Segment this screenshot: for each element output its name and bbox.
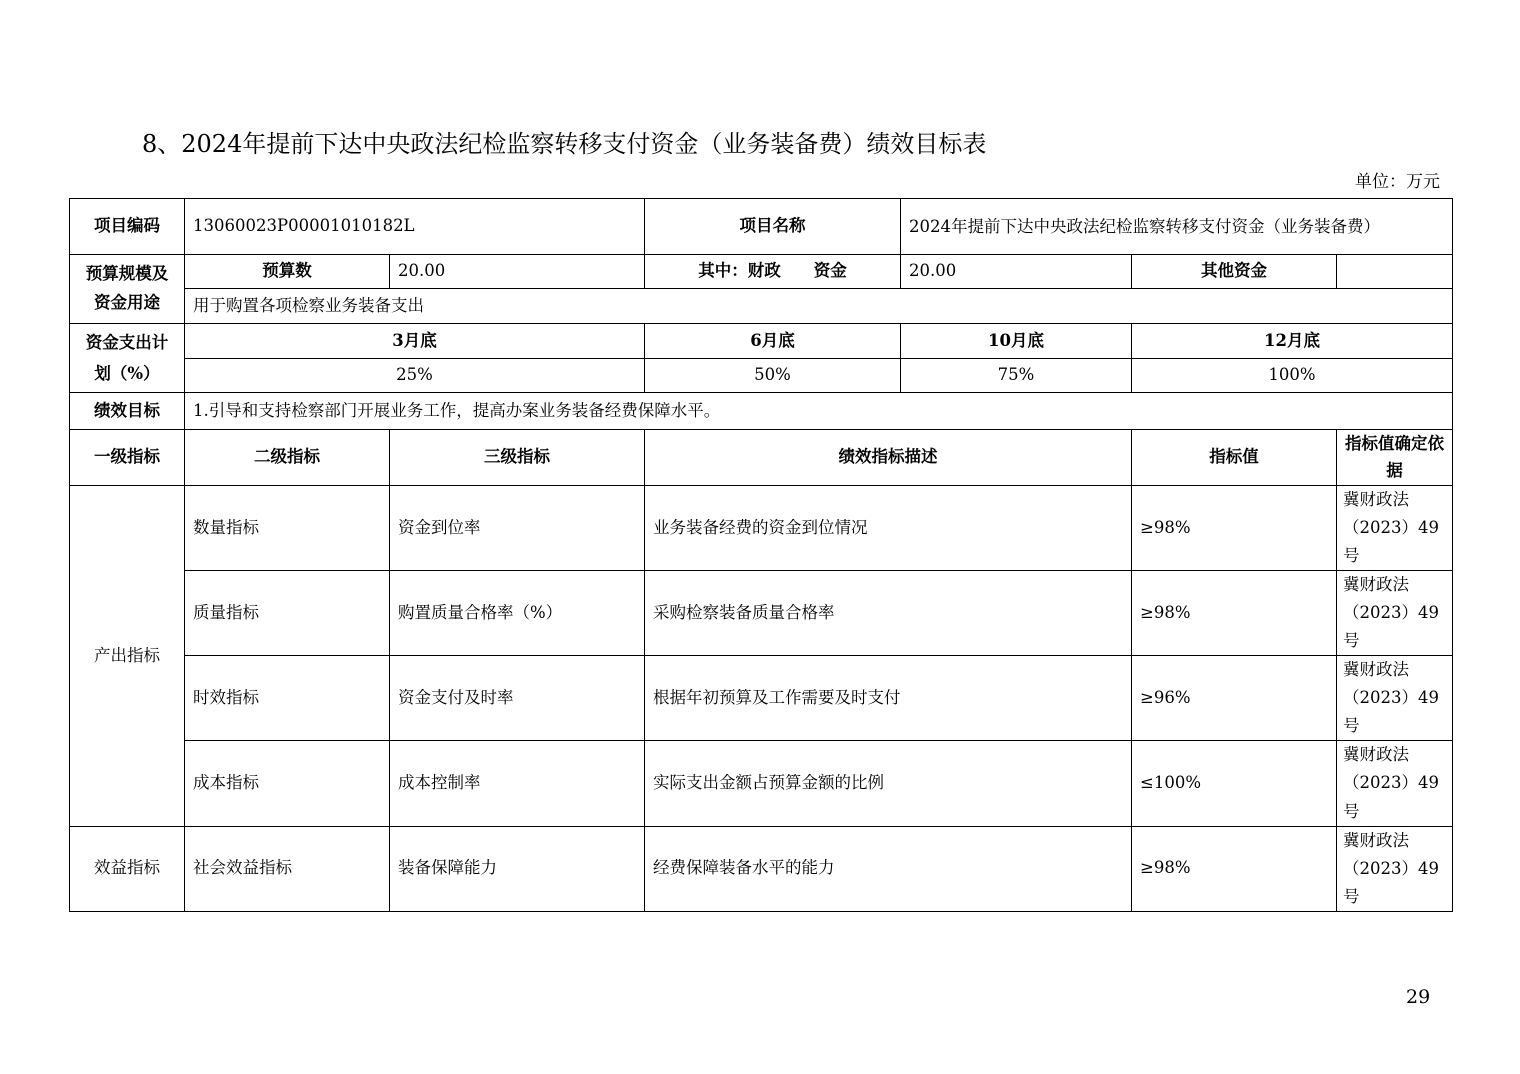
table-row (70, 571, 1453, 656)
table-row (70, 741, 1453, 826)
level2-cell: 数量指标 (185, 486, 390, 571)
level3-cell: 成本控制率 (390, 741, 645, 826)
level2-cell: 社会效益指标 (185, 826, 390, 911)
value-cell: ≤100% (1132, 741, 1337, 826)
other-fund-value (1337, 255, 1453, 289)
budget-scale-label: 预算规模及资金用途 (70, 255, 185, 324)
description-cell: 实际支出金额占预算金额的比例 (645, 741, 1132, 826)
basis-cell: 冀财政法（2023）49号 (1337, 656, 1453, 741)
page-title: 8、2024年提前下达中央政法纪检监察转移支付资金（业务装备费）绩效目标表 (142, 130, 987, 158)
project-name-label: 项目名称 (645, 199, 901, 255)
table-row (70, 486, 1453, 571)
header-description: 绩效指标描述 (645, 430, 1132, 486)
plan-value-june: 50% (645, 359, 901, 393)
level1-benefit: 效益指标 (70, 826, 185, 911)
period-december: 12月底 (1132, 324, 1453, 359)
budget-label: 预算数 (185, 255, 390, 289)
unit-label: 单位：万元 (1355, 172, 1440, 192)
plan-value-october: 75% (901, 359, 1132, 393)
header-level3: 三级指标 (390, 430, 645, 486)
value-cell: ≥98% (1132, 571, 1337, 656)
table-row (70, 826, 1453, 911)
level2-cell: 质量指标 (185, 571, 390, 656)
value-cell: ≥98% (1132, 486, 1337, 571)
project-code-value: 13060023P00001010182L (185, 199, 645, 255)
header-basis: 指标值确定依据 (1337, 430, 1453, 486)
project-code-label: 项目编码 (70, 199, 185, 255)
other-fund-label: 其他资金 (1132, 255, 1337, 289)
basis-cell: 冀财政法（2023）49号 (1337, 741, 1453, 826)
level1-output: 产出指标 (70, 486, 185, 827)
performance-target-table (69, 198, 1453, 912)
header-level1: 一级指标 (70, 430, 185, 486)
period-june: 6月底 (645, 324, 901, 359)
header-level2: 二级指标 (185, 430, 390, 486)
performance-goal-text: 1.引导和支持检察部门开展业务工作，提高办案业务装备经费保障水平。 (185, 393, 1453, 430)
spending-plan-label: 资金支出计划（%） (70, 324, 185, 393)
description-cell: 根据年初预算及工作需要及时支付 (645, 656, 1132, 741)
fiscal-fund-label: 其中：财政 资金 (645, 255, 901, 289)
plan-value-march: 25% (185, 359, 645, 393)
value-cell: ≥98% (1132, 826, 1337, 911)
period-october: 10月底 (901, 324, 1132, 359)
plan-value-december: 100% (1132, 359, 1453, 393)
page-number: 29 (1406, 986, 1431, 1008)
level3-cell: 资金到位率 (390, 486, 645, 571)
value-cell: ≥96% (1132, 656, 1337, 741)
performance-goal-label: 绩效目标 (70, 393, 185, 430)
description-cell: 业务装备经费的资金到位情况 (645, 486, 1132, 571)
level3-cell: 装备保障能力 (390, 826, 645, 911)
header-value: 指标值 (1132, 430, 1337, 486)
level2-cell: 成本指标 (185, 741, 390, 826)
level2-cell: 时效指标 (185, 656, 390, 741)
project-name-value: 2024年提前下达中央政法纪检监察转移支付资金（业务装备费） (901, 199, 1453, 255)
level3-cell: 资金支付及时率 (390, 656, 645, 741)
table-row (70, 656, 1453, 741)
basis-cell: 冀财政法（2023）49号 (1337, 486, 1453, 571)
budget-value: 20.00 (390, 255, 645, 289)
basis-cell: 冀财政法（2023）49号 (1337, 571, 1453, 656)
description-cell: 采购检察装备质量合格率 (645, 571, 1132, 656)
level3-cell: 购置质量合格率（%） (390, 571, 645, 656)
fund-usage: 用于购置各项检察业务装备支出 (185, 289, 1453, 324)
description-cell: 经费保障装备水平的能力 (645, 826, 1132, 911)
basis-cell: 冀财政法（2023）49号 (1337, 826, 1453, 911)
period-march: 3月底 (185, 324, 645, 359)
fiscal-fund-value: 20.00 (901, 255, 1132, 289)
